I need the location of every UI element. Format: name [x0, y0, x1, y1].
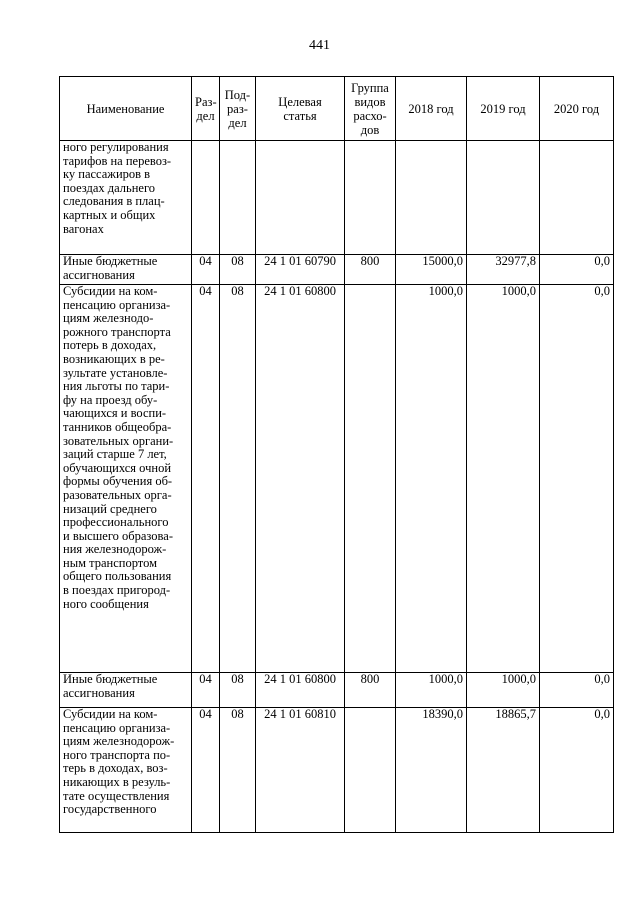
header-2019: 2019 год [467, 77, 540, 141]
table-row [60, 673, 614, 708]
row-section: 04 [192, 255, 220, 285]
page-number: 441 [309, 38, 330, 53]
row-2018: 15000,0 [396, 255, 467, 285]
row-name: Субсидии на ком- пенсацию организа- циям железнодорож- ного транспорта по- терь в доходах, воз- никающих в резуль- тате осуществления государственного [60, 708, 192, 833]
header-2020: 2020 год [540, 77, 614, 141]
budget-table [59, 76, 614, 833]
table-row [60, 141, 614, 255]
row-subsection: 08 [220, 255, 256, 285]
table-row [60, 285, 614, 673]
row-2018: 1000,0 [396, 285, 467, 673]
row-2020: 0,0 [540, 708, 614, 833]
row-2020 [540, 141, 614, 255]
header-2018: 2018 год [396, 77, 467, 141]
row-group: 800 [345, 255, 396, 285]
row-section [192, 141, 220, 255]
row-section: 04 [192, 673, 220, 708]
row-2018: 1000,0 [396, 673, 467, 708]
row-2020: 0,0 [540, 255, 614, 285]
row-section: 04 [192, 708, 220, 833]
row-group: 800 [345, 673, 396, 708]
row-subsection: 08 [220, 285, 256, 673]
row-target: 24 1 01 60800 [256, 673, 345, 708]
table-row [60, 708, 614, 833]
row-2019: 18865,7 [467, 708, 540, 833]
header-group: Группа видов расхо- дов [345, 77, 396, 141]
row-2019 [467, 141, 540, 255]
row-2020: 0,0 [540, 673, 614, 708]
row-2019: 32977,8 [467, 255, 540, 285]
row-group [345, 708, 396, 833]
header-section: Раз- дел [192, 77, 220, 141]
row-subsection [220, 141, 256, 255]
row-group [345, 141, 396, 255]
row-name: Субсидии на ком- пенсацию организа- циям железнодо- рожного транспорта потерь в доходах, возникающих в ре- зультате установле- ния льготы по тари- фу на проезд обу- чающихся и воспи- танников общеобра- зовательных органи- заций старше 7 лет, обучающихся очной формы обучения об- разовательных орга- низаций среднего профессионального и высшего образова- ния железнодорож- ным транспортом общего пользования в поездах пригород- ного сообщения [60, 285, 192, 673]
row-2019: 1000,0 [467, 673, 540, 708]
table-header-row [60, 77, 614, 141]
row-target: 24 1 01 60800 [256, 285, 345, 673]
row-subsection: 08 [220, 673, 256, 708]
row-name: ного регулирования тарифов на перевоз- ку пассажиров в поездах дальнего следования в плац- картных и общих вагонах [60, 141, 192, 255]
row-name: Иные бюджетные ассигнования [60, 673, 192, 708]
row-2018 [396, 141, 467, 255]
header-subsection: Под- раз- дел [220, 77, 256, 141]
row-2019: 1000,0 [467, 285, 540, 673]
row-target: 24 1 01 60810 [256, 708, 345, 833]
row-name: Иные бюджетные ассигнования [60, 255, 192, 285]
row-2018: 18390,0 [396, 708, 467, 833]
row-group [345, 285, 396, 673]
header-name: Наименование [60, 77, 192, 141]
row-section: 04 [192, 285, 220, 673]
row-subsection: 08 [220, 708, 256, 833]
table-row [60, 255, 614, 285]
row-target: 24 1 01 60790 [256, 255, 345, 285]
row-target [256, 141, 345, 255]
row-2020: 0,0 [540, 285, 614, 673]
header-target: Целевая статья [256, 77, 345, 141]
